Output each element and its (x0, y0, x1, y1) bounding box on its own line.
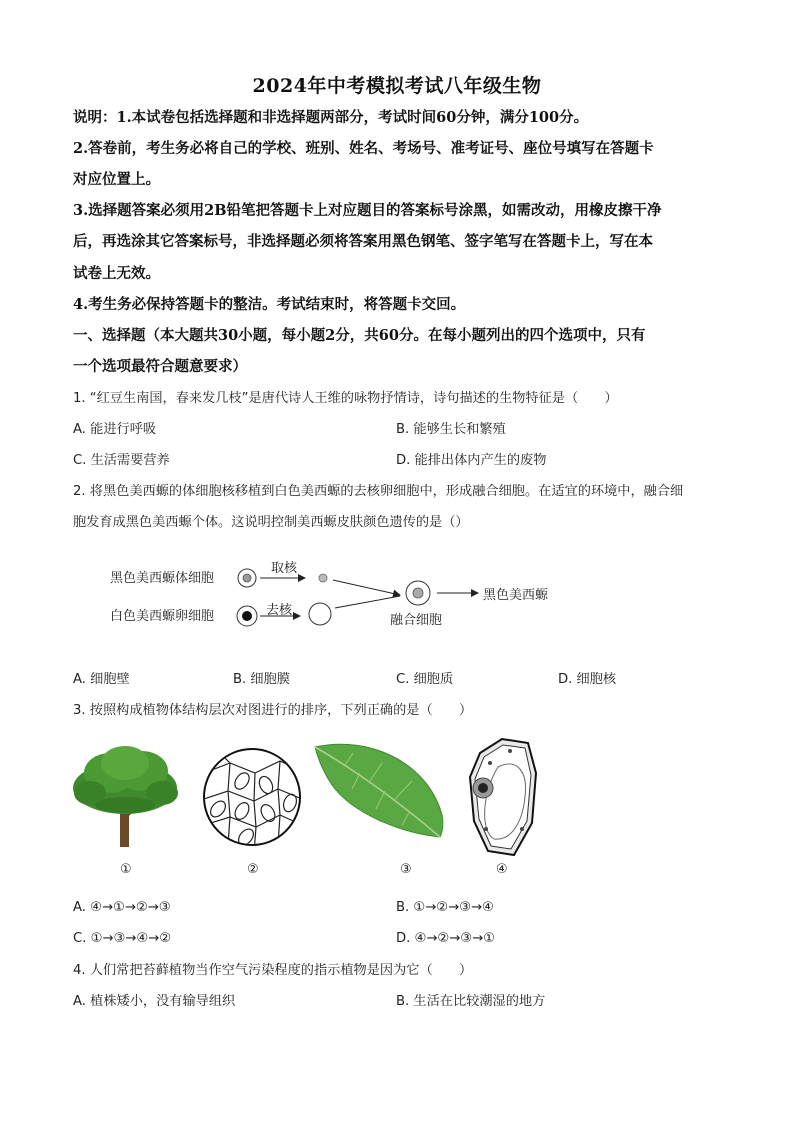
enucleated-egg-icon (309, 603, 331, 625)
section-heading: 一个选项最符合题意要求） (73, 358, 247, 375)
q2-option-b: B. 细胞膜 (233, 672, 290, 687)
q3-option-a: A. ④→①→②→③ (73, 900, 171, 915)
white-egg-cell-icon (237, 606, 257, 626)
instruction-line: 后，再选涂其它答案标号，非选择题必须将答案用黑色钢笔、签字笔写在答题卡上，写在本 (73, 233, 653, 250)
remove-nucleus-label: 去核 (266, 603, 293, 618)
section-heading: 一、选择题（本大题共30小题，每小题2分，共60分。在每小题列出的四个选项中，只有 (73, 327, 646, 344)
question-2-stem: 2. 将黑色美西螈的体细胞核移植到白色美西螈的去核卵细胞中，形成融合细胞。在适宜的环境中，融合细 (73, 484, 684, 499)
diagram-shapes (0, 540, 794, 640)
merge-arrow-1 (333, 580, 400, 595)
take-nucleus-label: 取核 (271, 561, 298, 576)
q2-option-c: C. 细胞质 (396, 672, 454, 687)
white-cell-label: 白色美西螈卵细胞 (110, 609, 215, 624)
fused-cell-icon (406, 581, 430, 605)
leaf-icon (315, 744, 443, 837)
instruction-line: 3.选择题答案必须用2B铅笔把答题卡上对应题目的答案标号涂黑，如需改动，用橡皮擦干净 (73, 202, 662, 219)
instruction-line: 试卷上无效。 (73, 265, 160, 282)
nucleus-icon (319, 574, 327, 582)
instruction-line: 说明：1.本试卷包括选择题和非选择题两部分，考试时间60分钟，满分100分。 (73, 109, 589, 126)
tissue-icon (204, 749, 302, 853)
figure-label-1: ① (120, 862, 132, 877)
plant-cell-icon (470, 739, 536, 855)
black-cell-label: 黑色美西螈体细胞 (110, 571, 215, 586)
instruction-line: 4.考生务必保持答题卡的整洁。考试结束时，将答题卡交回。 (73, 296, 466, 313)
instruction-line: 对应位置上。 (73, 171, 160, 188)
q3-option-d: D. ④→②→③→① (396, 931, 495, 946)
q1-option-d: D. 能排出体内产生的废物 (396, 453, 547, 468)
black-body-cell-icon (238, 569, 256, 587)
q3-option-c: C. ①→③→④→② (73, 931, 172, 946)
q4-option-a: A. 植株矮小，没有输导组织 (73, 994, 236, 1009)
merge-arrow-2 (335, 596, 400, 608)
q3-option-b: B. ①→②→③→④ (396, 900, 494, 915)
question-4-stem: 4. 人们常把苔藓植物当作空气污染程度的指示植物是因为它（ ） (73, 963, 473, 978)
page-title: 2024年中考模拟考试八年级生物 (252, 75, 542, 97)
q2-option-d: D. 细胞核 (558, 672, 617, 687)
q1-option-c: C. 生活需要营养 (73, 453, 170, 468)
figure-label-3: ③ (400, 862, 412, 877)
plant-structure-figures (70, 733, 550, 863)
fused-cell-label: 融合细胞 (390, 613, 443, 628)
q2-option-a: A. 细胞壁 (73, 672, 130, 687)
tree-icon (73, 746, 178, 847)
instruction-line: 2.答卷前，考生务必将自己的学校、班别、姓名、考场号、准考证号、座位号填写在答题卡 (73, 140, 654, 157)
question-3-stem: 3. 按照构成植物体结构层次对图进行的排序，下列正确的是（ ） (73, 703, 473, 718)
figure-label-2: ② (247, 862, 259, 877)
question-2-stem: 胞发育成黑色美西螈个体。这说明控制美西螈皮肤颜色遗传的是（） (73, 515, 469, 530)
figure-label-4: ④ (496, 862, 508, 877)
q4-option-b: B. 生活在比较潮湿的地方 (396, 994, 546, 1009)
result-label: 黑色美西螈 (483, 588, 549, 603)
question-1-stem: 1. “红豆生南国，春来发几枝”是唐代诗人王维的咏物抒情诗，诗句描述的生物特征是（ ） (73, 391, 618, 406)
q1-option-b: B. 能够生长和繁殖 (396, 422, 506, 437)
q1-option-a: A. 能进行呼吸 (73, 422, 157, 437)
